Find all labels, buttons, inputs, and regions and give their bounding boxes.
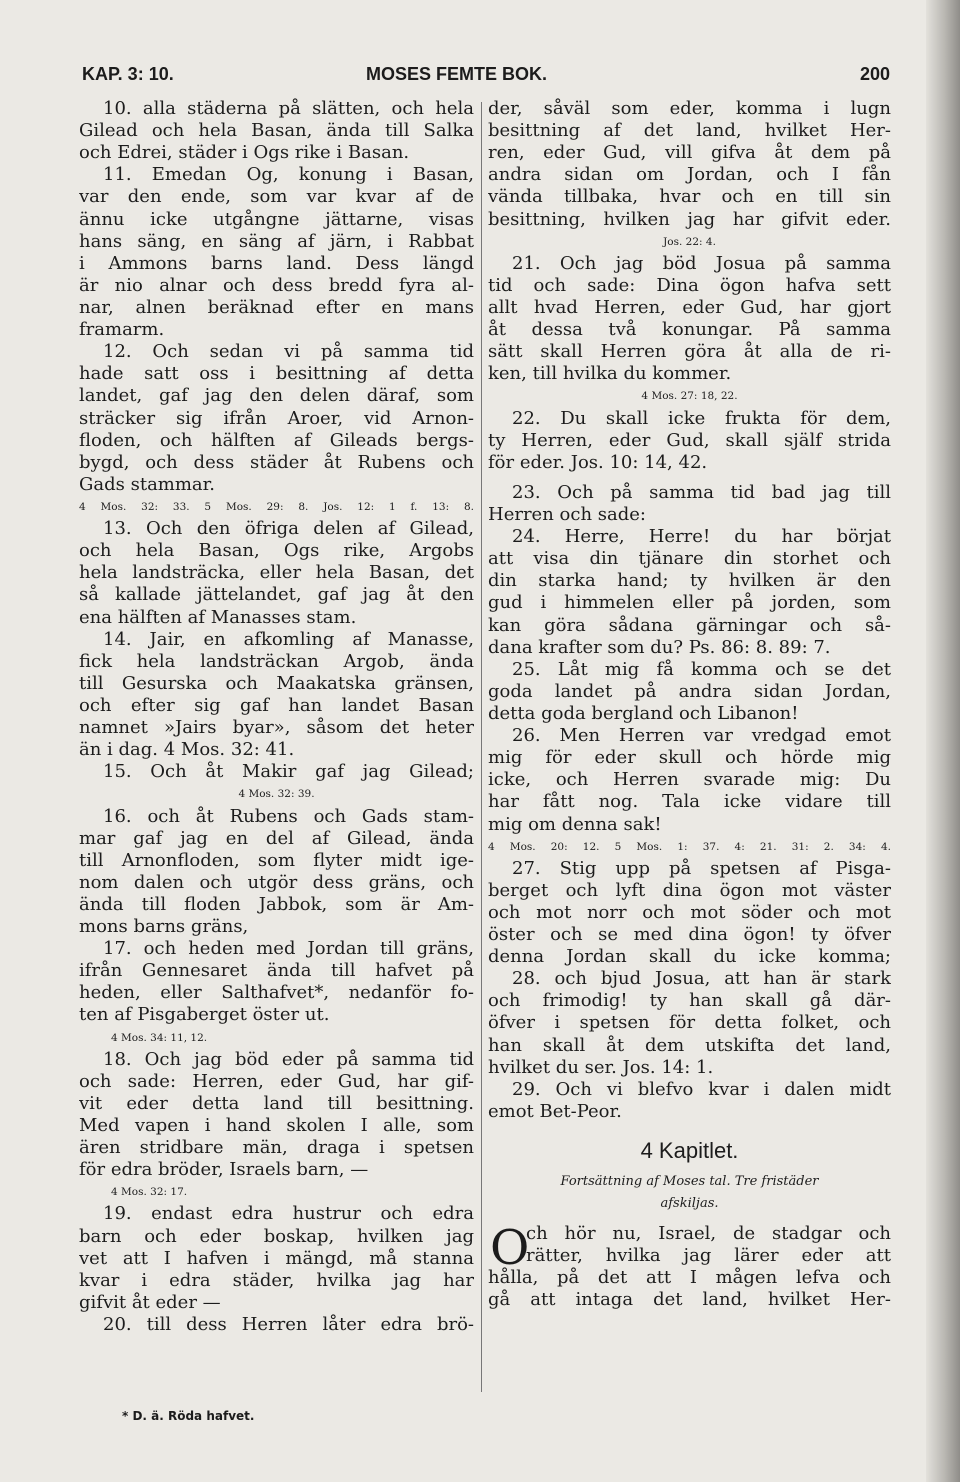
text-line: åt dessa två konungar. På samma [488,319,891,341]
text-line: sträcker sig ifrån Aroer, vid Arnon- [79,407,474,429]
scripture-reference: 4 Mos. 32: 33. 5 Mos. 29: 8. Jos. 12: 1 f. 13: 8. [79,500,474,513]
scripture-reference: 4 Mos. 20: 12. 5 Mos. 1: 37. 4: 21. 31: 2. 34: 4. [488,840,891,853]
text-line: 22. Du skall icke frukta för dem, [512,407,891,429]
text-line: hela landsträcka, eller hela Basan, det [79,562,474,584]
text-line: för eder. Jos. 10: 14, 42. [488,451,708,473]
text-line: Herren och sade: [488,503,646,525]
text-line: 13. Och den öfriga delen af Gilead, [103,518,474,540]
text-line: 29. Och vi blefvo kvar i dalen midt [512,1078,891,1100]
text-line: i Ammons barns land. Dess längd [79,252,474,274]
text-line: var den ende, som var kvar af de [79,186,474,208]
chapter-summary-line: afskiljas. [660,1196,719,1212]
text-line: ända till floden Jabbok, som är Am- [79,893,474,915]
text-line: 15. Och åt Makir gaf jag Gilead; [103,761,474,783]
text-line: detta goda bergland och Libanon! [488,702,799,724]
text-line: der, såväl som eder, komma i lugn [488,98,891,119]
text-line: och efter sig gaf han landet Basan [79,694,474,716]
text-line: ifrån Gennesaret ända till hafvet på [79,960,474,982]
text-line: till Gesurska och Maakatska gränsen, [79,672,474,694]
text-line: än i dag. 4 Mos. 32: 41. [79,739,295,761]
chapter-heading: 4 Kapitlet. [640,1138,739,1164]
text-line: goda landet på andra sidan Jordan, [488,680,891,702]
text-line: Med vapen i hand skolen I alle, som [79,1115,474,1137]
left-text-column [79,98,474,1336]
text-line: hvilket du ser. Jos. 14: 1. [488,1056,714,1078]
text-line: 10. alla städerna på slätten, och hela [103,98,474,119]
text-line: rätter, hvilka jag lärer eder att [526,1245,891,1267]
right-text-column [488,98,891,1311]
text-line: ännu icke utgångne jättarne, visas [79,208,474,230]
text-line: dana krafter som du? Ps. 86: 8. 89: 7. [488,636,831,658]
text-line: berget och lyft dina ögon mot väster [488,879,891,901]
header-book-title: MOSES FEMTE BOK. [366,64,548,84]
text-line: din starka hand; ty hvilken är den [488,570,891,592]
text-line: bygd, och dess städer åt Rubens och [79,451,474,473]
text-line: att visa din tjänare din storhet och [488,548,891,570]
text-line: ken, till hvilka du kommer. [488,363,732,385]
text-line: barn och eder boskap, hvilken jag [79,1225,474,1247]
text-line: hade satt oss i besittning af detta [79,363,474,385]
text-line: nar, alnen beräknad efter en mans [79,296,474,318]
text-line: och mot norr och mot söder och mot [488,901,891,923]
text-line: besittning, hvilken jag har gifvit eder. [488,208,891,230]
text-line: icke, och Herren svarade mig: Du [488,769,891,791]
text-line: besittning af det land, hvilket Her- [488,120,891,142]
text-line: ch hör nu, Israel, de stadgar och [526,1223,891,1245]
text-line: namnet »Jairs byar», såsom det heter [79,717,474,739]
text-line [488,474,891,482]
text-line: och Edrei, städer i Ogs rike i Basan. [79,142,410,164]
spacer [488,1215,891,1223]
text-line: mig för eder skull och hörde mig [488,747,891,769]
text-line: han skall åt dem utskifta det land, [488,1034,891,1056]
scripture-reference: 4 Mos. 34: 11, 12. [111,1031,208,1044]
drop-cap: O [490,1220,530,1277]
text-line: kvar i edra städer, hvilka jag har [79,1269,474,1291]
text-line: 17. och heden med Jordan till gräns, [103,938,474,960]
text-line: nom dalen och utgör dess gräns, och [79,871,474,893]
text-line: 24. Herre, Herre! du har börjat [512,526,891,548]
footnote: * D. ä. Röda hafvet. [122,1409,255,1423]
text-line: 19. endast edra hustrur och edra [103,1203,474,1225]
scripture-reference: 4 Mos. 27: 18, 22. [641,390,738,403]
text-line: Gads stammar. [79,473,216,495]
text-line: mons barns gräns, [79,916,249,938]
text-line: 28. och bjud Josua, att han är stark [512,968,891,990]
text-line: 12. Och sedan vi på samma tid [103,341,474,363]
text-line: för edra bröder, Israels barn, — [79,1159,369,1181]
text-line: hålla, på det att I mågen lefva och [488,1267,891,1289]
text-line: andra sidan om Jordan, och I fån [488,164,891,186]
text-line: ty Herren, eder Gud, skall själf strida [488,429,891,451]
text-line: ena hälften af Manasses stam. [79,606,357,628]
chapter-summary-line: Fortsättning af Moses tal. Tre fristäder [560,1174,819,1190]
text-line: Gilead och hela Basan, ända till Salka [79,120,474,142]
text-line: och hela Basan, Ogs rike, Argobs [79,540,474,562]
spacer [488,1123,891,1131]
text-line: sätt skall Herren göra åt alla de ri- [488,341,891,363]
text-line: mar gaf jag en del af Gilead, ända [79,827,474,849]
text-line: 20. till dess Herren låter edra brö- [103,1314,474,1336]
text-line: denna Jordan skall du icke komma; [488,946,891,968]
text-line: ären stridbare män, draga i spetsen [79,1137,474,1159]
text-line: vit eder detta land till besittning. [79,1092,474,1114]
text-line: fick hela landsträckan Argob, ända [79,650,474,672]
text-line: och sade: Herren, eder Gud, har gif- [79,1070,474,1092]
text-line: vända tillbaka, hvar och en till sin [488,186,891,208]
text-line: 18. Och jag böd eder på samma tid [103,1048,474,1070]
chapter-opening [488,1220,891,1311]
text-line: är nio alnar och dess bredd fyra al- [79,274,474,296]
text-line: öfver i spetsen för detta folket, och [488,1012,891,1034]
text-line: hans säng, en säng af järn, i Rabbat [79,230,474,252]
text-line: landet, gaf jag den delen däraf, som [79,385,474,407]
column-divider [481,102,482,1392]
text-line: öster och se med dina ögon! ty öfver [488,924,891,946]
text-line: vet att I hafven i mängd, må stanna [79,1247,474,1269]
text-line: emot Bet-Peor. [488,1100,622,1122]
text-line: och frimodig! ty han skall gå där- [488,990,891,1012]
text-line: 26. Men Herren var vredgad emot [512,725,891,747]
text-line: allt hvad Herren, eder Gud, har gjort [488,296,891,318]
text-line: tid och sade: Dina ögon hafva sett [488,274,891,296]
header-chapter-ref: KAP. 3: 10. [82,64,174,84]
text-line: 16. och åt Rubens och Gads stam- [103,805,474,827]
text-line: gifvit åt eder — [79,1291,221,1313]
scripture-reference: 4 Mos. 32: 39. [238,788,315,801]
text-line: 21. Och jag böd Josua på samma [512,252,891,274]
text-line: gud i himmelen eller på jorden, som [488,592,891,614]
page-header [82,64,890,94]
text-line: till Arnonfloden, som flyter midt ige- [79,849,474,871]
text-line: har fått nog. Tala icke vidare till [488,791,891,813]
text-line: ten af Pisgaberget öster ut. [79,1004,330,1026]
scripture-reference: 4 Mos. 32: 17. [111,1186,188,1199]
text-line: heden, eller Salthafvet*, nedanför fo- [79,982,474,1004]
text-line: framarm. [79,319,165,341]
header-page-number: 200 [859,64,890,84]
text-line: 23. Och på samma tid bad jag till [512,481,891,503]
text-line: gå att intaga det land, hvilket Her- [488,1289,891,1311]
right-column-verses [488,98,891,1123]
text-line: mig om denna sak! [488,813,662,835]
text-line: så kallade jättelandet, gaf jag åt den [79,584,474,606]
text-line: 14. Jair, en afkomling af Manasse, [103,628,474,650]
text-line: 11. Emedan Og, konung i Basan, [103,164,474,186]
text-line: 25. Låt mig få komma och se det [512,658,891,680]
scripture-reference: Jos. 22: 4. [663,235,716,248]
text-line: ren, eder Gud, vill gifva åt dem på [488,142,891,164]
text-line: kan göra sådana gärningar och så- [488,614,891,636]
text-line: 27. Stig upp på spetsen af Pisga- [512,857,891,879]
text-line: floden, och hälften af Gileads bergs- [79,429,474,451]
page-edge-shadow [926,0,960,1482]
